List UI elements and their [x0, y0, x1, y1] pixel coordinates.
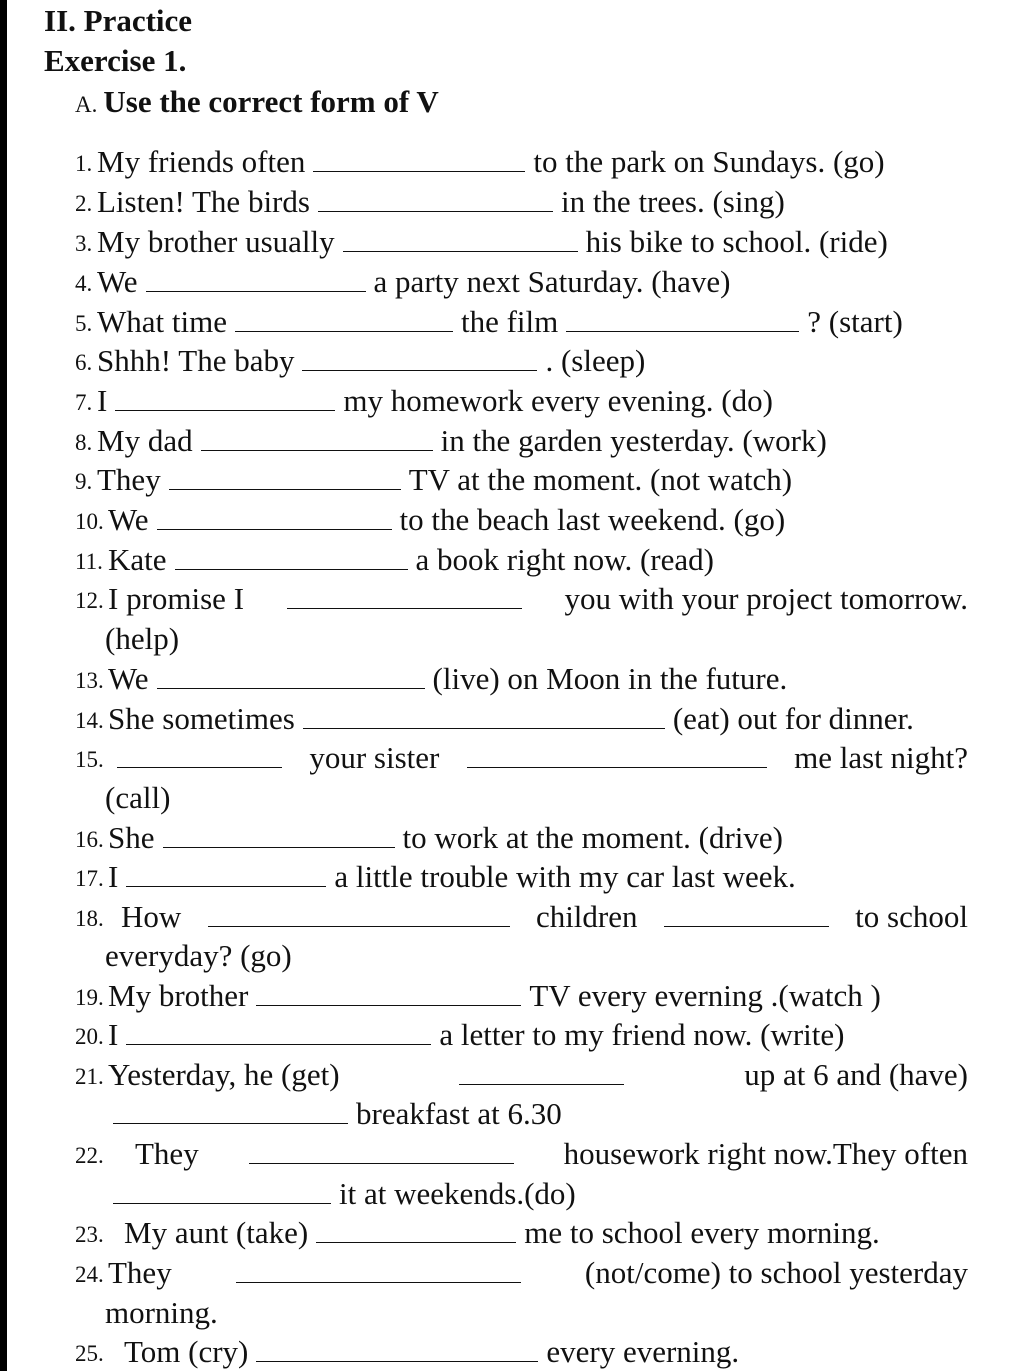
answer-blank[interactable] [115, 409, 335, 411]
item-text: a party next Saturday. (have) [373, 264, 731, 299]
item-text: to the beach last weekend. (go) [399, 502, 786, 537]
answer-blank[interactable] [256, 1004, 521, 1006]
item-line [117, 742, 968, 773]
item-line [121, 901, 968, 932]
item-line [97, 226, 888, 257]
item-number: 8. [75, 430, 93, 455]
item-line [97, 266, 730, 297]
item-number: 13. [75, 668, 104, 693]
answer-blank[interactable] [175, 568, 408, 570]
item-line [97, 345, 645, 376]
item-text: me last night? [794, 740, 968, 775]
item-line [108, 861, 796, 892]
item-text: My brother usually [97, 224, 335, 259]
item-text: a little trouble with my car last week. [334, 859, 796, 894]
item-line [108, 504, 785, 535]
item-text: to school [855, 899, 968, 934]
item-text: a letter to my friend now. (write) [439, 1017, 845, 1052]
item-text: She sometimes [108, 701, 295, 736]
item-text: They [108, 1255, 172, 1290]
answer-blank[interactable] [157, 528, 392, 530]
answer-blank[interactable] [113, 1202, 331, 1204]
item-text: I [108, 1017, 119, 1052]
part-a-letter: A. [75, 92, 98, 117]
item-number: 1. [75, 151, 93, 176]
answer-blank[interactable] [146, 290, 366, 292]
item-text: We [97, 264, 138, 299]
item-text: What time [97, 304, 227, 339]
item-number: 21. [75, 1064, 104, 1089]
answer-blank[interactable] [316, 1241, 516, 1243]
item-line [105, 1098, 562, 1129]
item-number: 24. [75, 1262, 104, 1287]
item-text: in the garden yesterday. (work) [440, 423, 827, 458]
answer-blank[interactable] [157, 687, 425, 689]
item-line [105, 940, 292, 971]
item-line [135, 1138, 968, 1169]
item-number: 22. [75, 1143, 104, 1168]
item-text: housework right now.They often [563, 1136, 968, 1171]
item-number: 25. [75, 1341, 104, 1366]
answer-blank[interactable] [249, 1162, 514, 1164]
item-text: your sister [309, 740, 440, 775]
answer-blank[interactable] [208, 925, 510, 927]
answer-blank[interactable] [201, 449, 433, 451]
answer-blank[interactable] [113, 1122, 348, 1124]
item-number: 23. [75, 1222, 104, 1247]
item-text: it at weekends.(do) [339, 1176, 576, 1211]
item-line [108, 1257, 968, 1288]
item-number: 10. [75, 509, 104, 534]
item-text: to the park on Sundays. (go) [533, 144, 885, 179]
item-text: We [108, 502, 149, 537]
item-text: the film [460, 304, 559, 339]
item-number: 19. [75, 985, 104, 1010]
item-text: They [97, 462, 161, 497]
item-text: I promise I [108, 581, 245, 616]
item-number: 5. [75, 311, 93, 336]
left-margin-bar [0, 0, 7, 1371]
answer-blank[interactable] [302, 369, 537, 371]
item-text: I [108, 859, 119, 894]
part-a-heading [75, 86, 439, 117]
item-text: Kate [108, 542, 167, 577]
item-number: 3. [75, 231, 93, 256]
answer-blank[interactable] [343, 250, 578, 252]
item-text: up at 6 and (have) [744, 1057, 968, 1092]
item-text: everyday? (go) [105, 938, 292, 973]
answer-blank[interactable] [169, 488, 401, 490]
item-line [105, 782, 170, 813]
item-text: ? (start) [807, 304, 903, 339]
item-line [108, 703, 914, 734]
item-number: 6. [75, 350, 93, 375]
item-number: 11. [75, 549, 103, 574]
item-number: 12. [75, 588, 104, 613]
item-text: Listen! The birds [97, 184, 310, 219]
item-line [97, 306, 903, 337]
item-text: (live) on Moon in the future. [432, 661, 788, 696]
item-text: My aunt (take) [124, 1215, 309, 1250]
item-text: every everning. [546, 1334, 740, 1369]
item-text: (help) [105, 621, 180, 656]
item-line [97, 425, 827, 456]
section-title: II. Practice [44, 3, 193, 38]
item-text: Yesterday, he (get) [108, 1057, 340, 1092]
item-line [108, 583, 968, 614]
item-line [97, 146, 885, 177]
part-a-instruction: Use the correct form of V [103, 84, 439, 119]
item-text: How [121, 899, 182, 934]
item-text: in the trees. (sing) [560, 184, 785, 219]
item-number: 14. [75, 708, 104, 733]
answer-blank[interactable] [117, 766, 282, 768]
item-line [105, 623, 179, 654]
item-line [108, 1019, 844, 1050]
item-number: 4. [75, 271, 93, 296]
item-number: 7. [75, 390, 93, 415]
item-text: morning. [105, 1295, 218, 1330]
item-text: We [108, 661, 149, 696]
answer-blank[interactable] [163, 846, 395, 848]
answer-blank[interactable] [313, 170, 525, 172]
answer-blank[interactable] [126, 1043, 431, 1045]
answer-blank[interactable] [287, 607, 522, 609]
item-text: a book right now. (read) [415, 542, 714, 577]
item-number: 16. [75, 827, 104, 852]
item-text: (not/come) to school yesterday [584, 1255, 968, 1290]
item-text: TV at the moment. (not watch) [408, 462, 793, 497]
item-text: children [535, 899, 638, 934]
item-line [124, 1217, 880, 1248]
item-text: me to school every morning. [524, 1215, 880, 1250]
item-text: (eat) out for dinner. [672, 701, 914, 736]
item-text: to work at the moment. (drive) [402, 820, 784, 855]
item-text: My brother [108, 978, 249, 1013]
item-number: 2. [75, 191, 93, 216]
item-text: you with your project tomorrow. [564, 581, 968, 616]
item-number: 15. [75, 747, 104, 772]
item-line [108, 544, 714, 575]
item-text: They [135, 1136, 199, 1171]
item-line [108, 1059, 968, 1090]
item-text: my homework every evening. (do) [343, 383, 773, 418]
answer-blank[interactable] [235, 330, 453, 332]
item-text: . (sleep) [545, 343, 646, 378]
item-text: Shhh! The baby [97, 343, 295, 378]
answer-blank[interactable] [459, 1083, 624, 1085]
answer-blank[interactable] [318, 210, 553, 212]
answer-blank[interactable] [664, 925, 829, 927]
item-text: My friends often [97, 144, 306, 179]
item-line [97, 186, 785, 217]
answer-blank[interactable] [467, 766, 767, 768]
item-text: (call) [105, 780, 171, 815]
item-number: 9. [75, 469, 93, 494]
answer-blank[interactable] [126, 885, 326, 887]
answer-blank[interactable] [236, 1281, 521, 1283]
item-line [97, 385, 773, 416]
item-number: 18. [75, 906, 104, 931]
item-text: breakfast at 6.30 [356, 1096, 562, 1131]
item-text: She [108, 820, 155, 855]
item-number: 17. [75, 866, 104, 891]
exercise-title: Exercise 1. [44, 43, 187, 78]
item-line [108, 822, 783, 853]
item-line [108, 980, 881, 1011]
answer-blank[interactable] [256, 1360, 538, 1362]
item-line [97, 464, 792, 495]
item-number: 20. [75, 1024, 104, 1049]
item-line [108, 663, 787, 694]
item-line [105, 1297, 218, 1328]
item-text: My dad [97, 423, 193, 458]
answer-blank[interactable] [303, 727, 665, 729]
item-line [124, 1336, 739, 1367]
item-text: his bike to school. (ride) [585, 224, 888, 259]
item-text: I [97, 383, 108, 418]
item-text: TV every everning .(watch ) [529, 978, 881, 1013]
answer-blank[interactable] [566, 330, 799, 332]
item-text: Tom (cry) [124, 1334, 249, 1369]
item-line [105, 1178, 576, 1209]
